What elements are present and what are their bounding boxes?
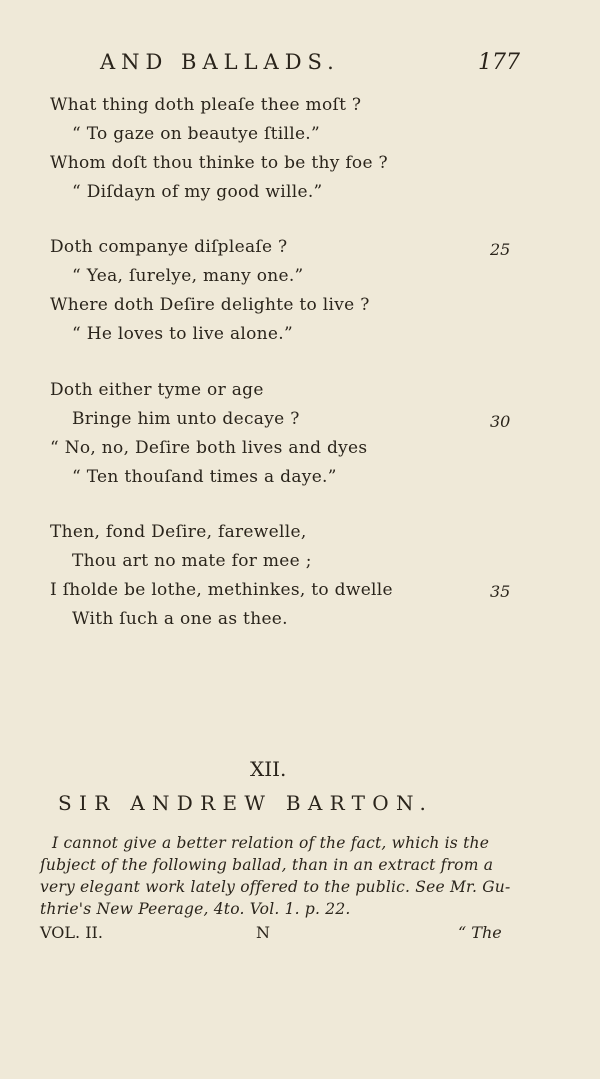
signature-mark: VOL. II. xyxy=(40,923,103,942)
intro-line: I cannot give a better relation of the fact, which is the xyxy=(52,834,490,852)
line-number: 30 xyxy=(490,412,511,431)
running-title: AND BALLADS. xyxy=(100,50,340,74)
verse-line: With ſuch a one as thee. xyxy=(72,609,288,629)
verse-line: I ſholde be lothe, methinkes, to dwelle xyxy=(50,580,393,600)
verse-line: “ He loves to live alone.” xyxy=(72,324,293,344)
verse-line: Thou art no mate for mee ; xyxy=(72,551,312,571)
verse-line: What thing doth pleaſe thee moſt ? xyxy=(50,95,362,115)
verse-line: Then, fond Deſire, farewelle, xyxy=(50,522,307,542)
verse-line: “ No, no, Deſire both lives and dyes xyxy=(50,438,368,458)
verse-line: “ Diſdayn of my good wille.” xyxy=(72,182,323,202)
page-number: 177 xyxy=(478,50,520,75)
verse-line: “ Ten thouſand times a daye.” xyxy=(72,467,337,487)
signature-letter: N xyxy=(256,923,270,942)
verse-line: Where doth Deſire delighte to live ? xyxy=(50,295,370,315)
line-number: 25 xyxy=(490,240,511,259)
intro-line: thrie's New Peerage, 4to. Vol. 1. p. 22. xyxy=(40,900,351,918)
verse-line: Doth companye diſpleaſe ? xyxy=(50,237,288,257)
verse-line: “ To gaze on beautye ſtille.” xyxy=(72,124,320,144)
intro-line: ſubject of the following ballad, than in an extract from a xyxy=(40,856,494,874)
verse-line: “ Yea, ſurelye, many one.” xyxy=(72,266,304,286)
verse-line: Doth either tyme or age xyxy=(50,380,264,400)
intro-line: very elegant work lately offered to the public. See Mr. Gu- xyxy=(40,878,511,896)
verse-line: Bringe him unto decaye ? xyxy=(72,409,300,429)
catchword: “ The xyxy=(458,923,502,942)
verse-line: Whom doſt thou thinke to be thy foe ? xyxy=(50,153,388,173)
ballad-title: SIR ANDREW BARTON. xyxy=(58,791,434,815)
section-number: XII. xyxy=(250,757,287,781)
line-number: 35 xyxy=(490,582,511,601)
